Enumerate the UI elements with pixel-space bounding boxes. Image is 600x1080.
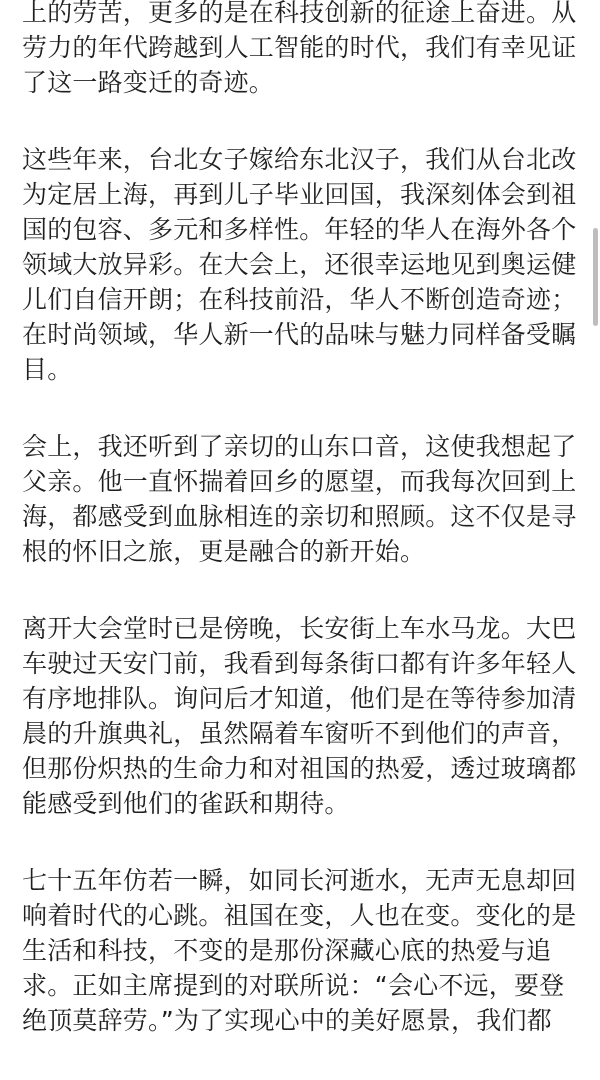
text-line: 父亲。他一直怀揣着回乡的愿望，而我每次回到上 [22,467,577,496]
text-line: 求。正如主席提到的对联所说：“会心不远，要登 [22,971,565,1000]
text-line: 国的包容、多元和多样性。年轻的华人在海外各个 [22,215,577,244]
text-line: 上的劳苦，更多的是在科技创新的征途上奋进。从 [22,0,577,27]
text-line: 劳力的年代跨越到人工智能的时代，我们有幸见证 [22,33,577,62]
paragraph [22,142,582,387]
text-line: 这些年来，台北女子嫁给东北汉子，我们从台北改 [22,145,577,174]
text-line: 生活和科技，不变的是那份深藏心底的热爱与追 [22,936,552,965]
text-line: 为定居上海，再到儿子毕业回国，我深刻体会到祖 [22,180,577,209]
paragraph [22,429,582,569]
article-body [22,0,582,1080]
text-line: 会上，我还听到了亲切的山东口音，这使我想起了 [22,432,577,461]
text-line: 海，都感受到血脉相连的亲切和照顾。这不仅是寻 [22,502,577,531]
text-line: 有序地排队。询问后才知道，他们是在等待参加清 [22,684,577,713]
scrollbar-thumb[interactable] [593,228,598,326]
paragraph [22,863,582,1038]
text-line: 晨的升旗典礼，虽然隔着车窗听不到他们的声音， [22,719,577,748]
paragraph [22,611,582,821]
paragraph [22,0,582,100]
text-line: 离开大会堂时已是傍晚，长安街上车水马龙。大巴 [22,614,577,643]
text-line: 根的怀旧之旅，更是融合的新开始。 [22,537,426,566]
text-line: 儿们自信开朗；在科技前沿，华人不断创造奇迹； [22,285,577,314]
text-line: 领域大放异彩。在大会上，还很幸运地见到奥运健 [22,250,577,279]
text-line: 了这一路变迁的奇迹。 [22,68,275,97]
text-line: 响着时代的心跳。祖国在变，人也在变。变化的是 [22,901,577,930]
text-line: 绝顶莫辞劳。”为了实现心中的美好愿景，我们都 [22,1006,552,1035]
text-line: 但那份炽热的生命力和对祖国的热爱，透过玻璃都 [22,754,577,783]
text-line: 在时尚领域，华人新一代的品味与魅力同样备受瞩 [22,320,577,349]
text-line: 车驶过天安门前，我看到每条街口都有许多年轻人 [22,649,577,678]
text-line: 目。 [22,355,73,384]
text-line: 七十五年仿若一瞬，如同长河逝水，无声无息却回 [22,866,577,895]
text-line: 能感受到他们的雀跃和期待。 [22,789,350,818]
